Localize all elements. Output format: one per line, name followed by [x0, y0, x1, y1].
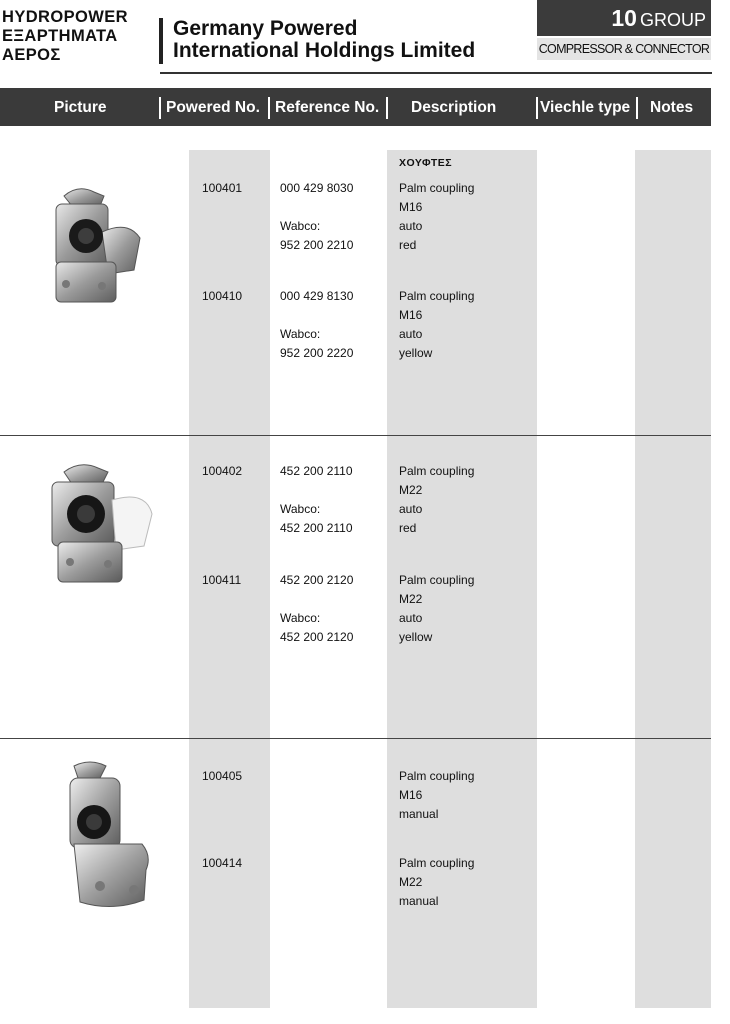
notes-column-shade: [635, 150, 711, 1008]
table-header: [0, 88, 711, 126]
description-type: auto: [399, 327, 423, 341]
reference-label: Wabco:: [280, 611, 321, 625]
col-vehicle-type: Viechle type: [540, 99, 631, 116]
powered-no: 100411: [202, 573, 242, 587]
header-rule: [160, 72, 712, 74]
description: [399, 287, 474, 363]
group-number: 10: [611, 5, 637, 31]
description: [399, 571, 474, 647]
reference-label: Wabco:: [280, 219, 321, 233]
reference-oem: 452 200 2110: [280, 464, 353, 478]
description-color: red: [399, 238, 417, 252]
col-separator: [536, 97, 538, 119]
col-notes: Notes: [650, 99, 694, 116]
description: [399, 462, 474, 538]
powered-no: 100405: [202, 769, 243, 783]
group-badge: [537, 0, 711, 36]
description-color: red: [399, 521, 417, 535]
description-thread: M22: [399, 875, 423, 889]
description-thread: M22: [399, 592, 423, 606]
reference-wabco: 452 200 2110: [280, 521, 353, 535]
palm-coupling-manual-icon: [60, 760, 160, 920]
description-type: manual: [399, 894, 439, 908]
reference-wabco: 952 200 2220: [280, 346, 354, 360]
description-color: yellow: [399, 346, 433, 360]
description: [399, 179, 474, 255]
col-reference-no: Reference No.: [275, 99, 380, 116]
reference-label: Wabco:: [280, 502, 321, 516]
description-thread: M16: [399, 788, 423, 802]
brand-line-3: ΑΕΡΟΣ: [2, 46, 61, 64]
col-picture: Picture: [54, 99, 107, 116]
category-label: ΧΟΥΦΤΕΣ: [399, 157, 453, 169]
powered-no: 100401: [202, 181, 243, 195]
powered-no: 100402: [202, 464, 243, 478]
description-thread: M16: [399, 308, 423, 322]
reference-no: [280, 571, 353, 647]
description-name: Palm coupling: [399, 573, 475, 587]
description-type: auto: [399, 502, 423, 516]
row-divider: [0, 738, 711, 739]
group-word: GROUP: [639, 10, 706, 30]
brand-name: [2, 8, 128, 65]
col-powered-no: Powered No.: [166, 99, 260, 116]
brand-line-1: HYDROPOWER: [2, 8, 128, 26]
reference-wabco: 952 200 2210: [280, 238, 354, 252]
col-separator: [159, 97, 161, 119]
reference-oem: 452 200 2120: [280, 573, 354, 587]
description-type: auto: [399, 219, 423, 233]
description-name: Palm coupling: [399, 464, 475, 478]
reference-oem: 000 429 8030: [280, 181, 354, 195]
description-type: manual: [399, 807, 439, 821]
company-line-2: International Holdings Limited: [173, 39, 476, 62]
description-name: Palm coupling: [399, 181, 475, 195]
description-name: Palm coupling: [399, 769, 475, 783]
reference-label: Wabco:: [280, 327, 321, 341]
reference-wabco: 452 200 2120: [280, 630, 354, 644]
palm-coupling-m16-icon: [42, 182, 154, 312]
group-subtitle: COMPRESSOR & CONNECTOR: [537, 38, 711, 60]
powered-no: 100414: [202, 856, 243, 870]
header-divider: [159, 18, 163, 64]
palm-coupling-m22-icon: [42, 460, 162, 590]
company-name: [173, 18, 475, 62]
description-name: Palm coupling: [399, 289, 475, 303]
description-color: yellow: [399, 630, 433, 644]
description-thread: M16: [399, 200, 423, 214]
col-separator: [636, 97, 638, 119]
reference-no: [280, 179, 353, 255]
description: [399, 767, 474, 824]
reference-no: [280, 287, 353, 363]
col-description: Description: [411, 99, 497, 116]
col-separator: [386, 97, 388, 119]
reference-no: [280, 462, 353, 538]
reference-oem: 000 429 8130: [280, 289, 354, 303]
col-separator: [268, 97, 270, 119]
company-line-1: Germany Powered: [173, 17, 358, 40]
description-thread: M22: [399, 483, 423, 497]
description: [399, 854, 474, 911]
description-name: Palm coupling: [399, 856, 475, 870]
description-type: auto: [399, 611, 423, 625]
brand-line-2: ΕΞΑΡΤΗΜΑΤΑ: [2, 27, 118, 45]
powered-no: 100410: [202, 289, 243, 303]
row-divider: [0, 435, 711, 436]
